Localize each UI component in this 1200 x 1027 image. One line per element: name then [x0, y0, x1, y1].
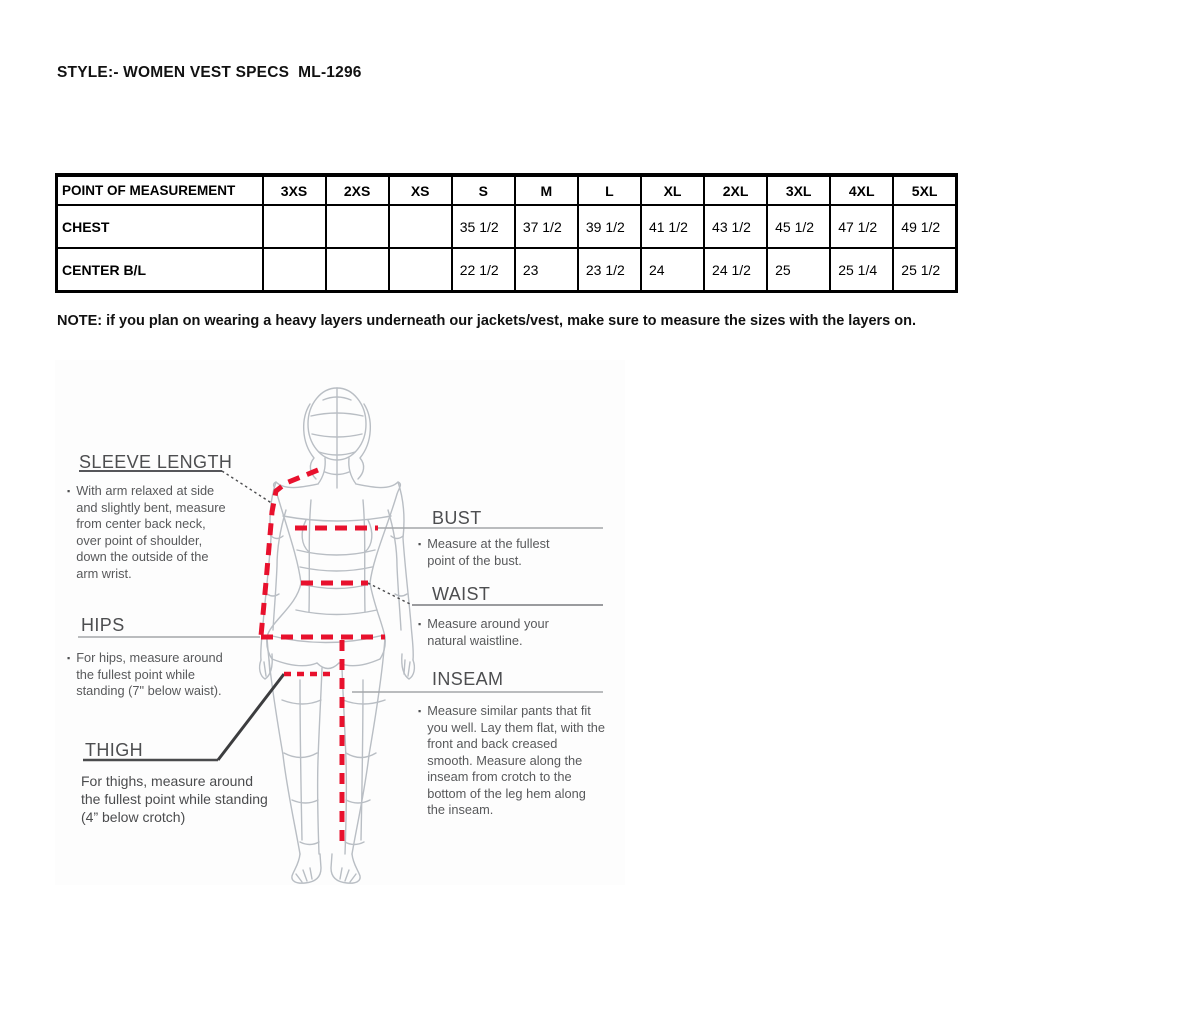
- header-cell: XS: [389, 175, 452, 205]
- header-cell: S: [452, 175, 515, 205]
- value-cell: 25: [767, 248, 830, 292]
- row-label: CENTER B/L: [57, 248, 263, 292]
- value-cell: [326, 248, 389, 292]
- hips-text: For hips, measure around the fullest point while standing (7" below waist).: [76, 650, 223, 698]
- bullet-icon: ▪: [418, 539, 422, 549]
- bust-text: Measure at the fullest point of the bust.: [427, 536, 550, 568]
- header-cell: XL: [641, 175, 704, 205]
- note-text: NOTE: if you plan on wearing a heavy layers underneath our jackets/vest, make sure to measure the sizes with the layers on.: [57, 313, 917, 329]
- sleeve-length-text: With arm relaxed at side and slightly bent, measure from center back neck, over point of shoulder, down the outside of the arm wrist.: [76, 483, 226, 581]
- sleeve-length-heading: SLEEVE LENGTH: [79, 452, 233, 472]
- value-cell: 41 1/2: [641, 205, 704, 248]
- value-cell: 23: [515, 248, 578, 292]
- bullet-icon: ▪: [67, 486, 71, 496]
- value-cell: 25 1/2: [893, 248, 956, 292]
- value-cell: 45 1/2: [767, 205, 830, 248]
- value-cell: 49 1/2: [893, 205, 956, 248]
- header-cell: 4XL: [830, 175, 893, 205]
- value-cell: [389, 248, 452, 292]
- value-cell: 24 1/2: [704, 248, 767, 292]
- header-cell: POINT OF MEASUREMENT: [57, 175, 263, 205]
- value-cell: 24: [641, 248, 704, 292]
- table-row: [57, 205, 957, 248]
- value-cell: 23 1/2: [578, 248, 641, 292]
- measurement-diagram: [55, 360, 625, 885]
- header-cell: 3XS: [263, 175, 326, 205]
- value-cell: 37 1/2: [515, 205, 578, 248]
- sleeve-length-leader: [222, 471, 273, 504]
- value-cell: 39 1/2: [578, 205, 641, 248]
- waist-text: Measure around your natural waistline.: [427, 616, 549, 648]
- header-cell: M: [515, 175, 578, 205]
- waist-description: [418, 616, 580, 649]
- table-header-row: [57, 175, 957, 205]
- bullet-icon: ▪: [67, 653, 71, 663]
- size-table: [55, 173, 958, 293]
- inseam-text: Measure similar pants that fit you well. Lay them flat, with the front and back creased smooth. Measure along the inseam from crotch to the bottom of the leg hem along the inseam.: [427, 703, 606, 817]
- value-cell: [326, 205, 389, 248]
- header-cell: L: [578, 175, 641, 205]
- sleeve-length-description: [67, 483, 227, 582]
- bust-description: [418, 536, 580, 569]
- header-cell: 3XL: [767, 175, 830, 205]
- inseam-heading: INSEAM: [432, 669, 504, 689]
- bullet-icon: ▪: [418, 706, 422, 716]
- row-label: CHEST: [57, 205, 263, 248]
- value-cell: 35 1/2: [452, 205, 515, 248]
- hips-description: [67, 650, 229, 700]
- thigh-text: For thighs, measure around the fullest point while standing (4” below crotch): [81, 773, 268, 825]
- value-cell: 22 1/2: [452, 248, 515, 292]
- waist-heading: WAIST: [432, 584, 491, 604]
- bullet-icon: ▪: [418, 619, 422, 629]
- table-row: [57, 248, 957, 292]
- inseam-description: [418, 703, 606, 819]
- page-title: STYLE:- WOMEN VEST SPECS ML-1296: [57, 64, 362, 81]
- hips-heading: HIPS: [81, 615, 125, 635]
- bust-heading: BUST: [432, 508, 482, 528]
- header-cell: 2XL: [704, 175, 767, 205]
- value-cell: 43 1/2: [704, 205, 767, 248]
- value-cell: 25 1/4: [830, 248, 893, 292]
- header-cell: 2XS: [326, 175, 389, 205]
- header-cell: 5XL: [893, 175, 956, 205]
- thigh-heading: THIGH: [85, 740, 143, 760]
- value-cell: [389, 205, 452, 248]
- value-cell: [263, 205, 326, 248]
- thigh-description: [81, 772, 273, 826]
- value-cell: 47 1/2: [830, 205, 893, 248]
- measurement-lines: [261, 470, 385, 847]
- value-cell: [263, 248, 326, 292]
